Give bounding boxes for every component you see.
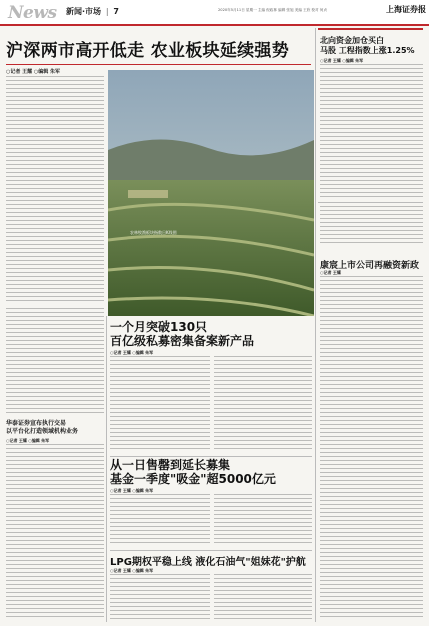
section-logo: News <box>8 3 57 23</box>
lead-rule <box>6 64 311 65</box>
right-top-headline: 北向资金加仓买白 马股 工程指数上涨1.25% <box>320 36 415 55</box>
newspaper-name: 上海证券报 <box>386 4 426 14</box>
section-title: 新闻·市场 | 7 <box>66 7 119 16</box>
issue-meta: 2020年5月11日 星期一 主编 倪政林 编辑 张旭 美编 王欣 校对 何贞 <box>218 8 327 12</box>
mid-story1-col2 <box>214 356 312 452</box>
lead-headline: 沪深两市高开低走 农业板块延续强势 <box>6 41 290 61</box>
mid-story1-col1 <box>110 356 210 452</box>
right-top-byline: ○记者 王耀 ○编辑 朱军 <box>320 58 364 63</box>
mid-story2-byline: ○记者 王耀 ○编辑 朱军 <box>110 488 154 493</box>
right-top-body2 <box>320 206 423 246</box>
lead-body-col1b <box>6 308 104 416</box>
right-mid-byline: ○记者 王耀 <box>320 270 341 275</box>
left-story2-byline: ○记者 王耀 ○编辑 朱军 <box>6 438 50 443</box>
lead-photo <box>108 70 314 316</box>
mid-story2-headline: 从一日售罄到延长募集 基金一季度"吸金"超5000亿元 <box>110 458 276 486</box>
lead-body-col1 <box>6 76 104 304</box>
right-mid-body <box>320 276 423 620</box>
mid-story1-byline: ○记者 王耀 ○编辑 朱军 <box>110 350 154 355</box>
section-name: 新闻·市场 <box>66 7 102 16</box>
bottom-col1 <box>110 574 210 620</box>
bottom-col2 <box>214 574 312 620</box>
masthead-band <box>0 0 429 26</box>
mid-story1-headline: 一个月突破130只 百亿级私募密集备案新产品 <box>110 320 255 348</box>
mid-story2-col2 <box>214 494 312 546</box>
left-story2-headline: 华泰证券宣布执行交易 以平台化打造领域机构业务 <box>6 420 79 435</box>
right-top-body <box>320 64 423 198</box>
lead-byline: ○记者 王耀 ○编辑 朱军 <box>6 69 60 75</box>
photo-caption: 农林牧渔板块指数日K线图 <box>130 230 177 235</box>
right-top-rule <box>318 28 423 30</box>
left-story2-body <box>6 444 104 620</box>
bottom-byline: ○记者 王耀 ○编辑 朱军 <box>110 568 154 573</box>
page-number: 7 <box>113 7 119 16</box>
right-mid-headline: 康宸上市公司再融资新政 <box>320 261 420 271</box>
bottom-headline: LPG期权平稳上线 液化石油气"姐妹花"护航 <box>110 557 306 568</box>
farmland-photo <box>108 70 314 316</box>
mid-story2-col1 <box>110 494 210 546</box>
